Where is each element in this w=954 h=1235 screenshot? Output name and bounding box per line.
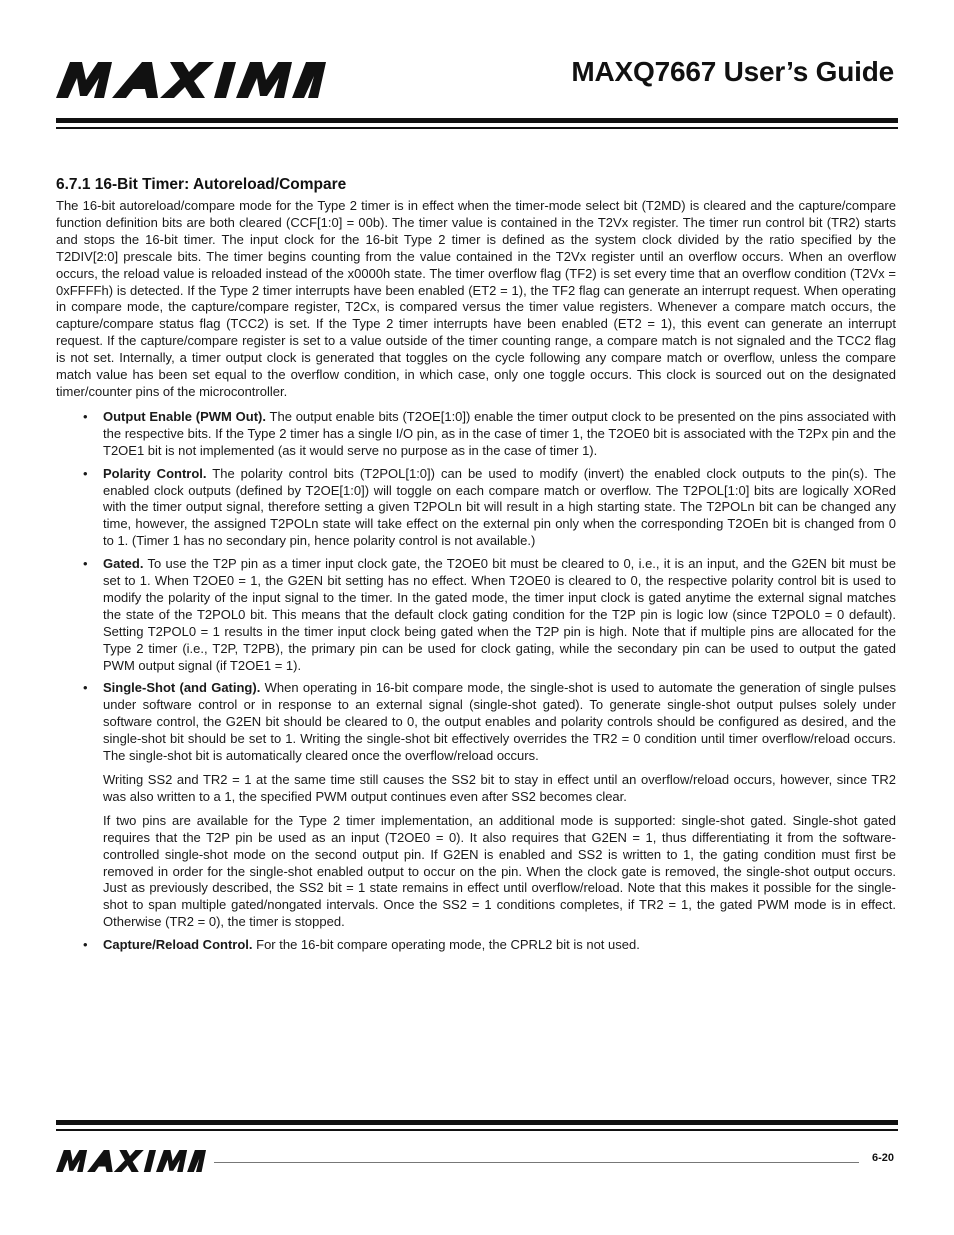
maxim-logo [56,62,326,98]
list-item-capture-reload [56,937,896,954]
list-item-paragraph-3: If two pins are available for the Type 2 timer implementation, an additional mode is supported: single-shot gated. Single-shot gated requires that the T2P pin be used as an input (T2OE0 = 0). It also requires that G2EN = 1, thus differentiating it from the software-controlled single-shot mode on the second output pin. If G2EN is enabled and SS2 is written to 1, the gating condition must first be removed in order for the single-shot enabled output to occur on the pin. When the clock gate is removed, the single-shot output occurs. Just as previously described, the SS2 bit = 1 state remains in effect until overflow/reload. Note that this makes it possible for the single-shot to span multiple gated/nongated intervals. Once the SS2 = 1 conditions completes, if TR2 = 1, the gated PWM mode is in effect. Otherwise (TR2 = 0), the timer is stopped. [103,812,896,930]
bullet-icon: • [83,408,88,424]
list-item-text [103,556,896,674]
list-item-title: Output Enable (PWM Out). [103,408,266,424]
feature-list [56,409,896,954]
bullet-icon: • [83,937,88,953]
list-item-text [103,409,896,460]
main-content [56,176,896,960]
header-rule-thin [56,127,898,129]
bullet-icon: • [83,680,88,696]
list-item-paragraph-2: Writing SS2 and TR2 = 1 at the same time still causes the SS2 bit to stay in effect until an overflow/reload occurs, however, since TR2 was also written to a 1, the specified PWM output continues even after SS2 becomes clear. [103,772,896,804]
footer-rule-thin [56,1129,898,1131]
list-item-title: Capture/Reload Control. [103,937,253,953]
list-item-text [103,680,896,765]
list-item-body: The polarity control bits (T2POL[1:0]) can be used to modify (invert) the enabled clock outputs to the pin(s). The enabled clock outputs (defined by T2OE[1:0]) will toggle on each compare match or overflow. The T2POL[1:0] bits are logically XORed with the timer output signal, therefore setting a given T2POLn bit will result in a high starting state. The T2POLn bit can be changed any time, however, the assigned T2POLn state will take effect on the external pin only when the corresponding T2OEn bit is changed from 0 to 1. (Timer 1 has no secondary pin, hence polarity control is not available.) [103,465,896,549]
document-title: MAXQ7667 User’s Guide [571,56,894,87]
list-item-polarity-control [56,466,896,551]
list-item-title: Single-Shot (and Gating). [103,680,261,696]
list-item-body: The output enable bits (T2OE[1:0]) enable the timer output clock to be presented on the pins associated with the respective bits. If the Type 2 timer has a single I/O pin, as in the case of timer 1, the T2OE0 bit is associated with the T2Px pin and the T2OE1 bit is not implemented (as it would serve no purpose as in the case of timer 1). [103,408,896,458]
list-item-output-enable [56,409,896,460]
list-item-body: For the 16-bit compare operating mode, the CPRL2 bit is not used. [252,937,640,953]
footer-rule-thick [56,1120,898,1125]
intro-paragraph: The 16-bit autoreload/compare mode for the Type 2 timer is in effect when the timer-mode select bit (T2MD) is cleared and the capture/compare function definition bits are both cleared (CCF[1:0] = 00b). The timer value is contained in the T2Vx register. The timer run control bit (TR2) starts and stops the 16-bit timer. The input clock for the 16-bit Type 2 timer is defined as the system clock divided by the ratio specified by the T2DIV[2:0] prescale bits. The timer begins counting from the value contained in the T2Vx register until an overflow occurs. When an overflow occurs, the reload value is reloaded instead of the x0000h state. The timer overflow flag (TF2) is set every time that an overflow condition (T2Vx = 0xFFFFh) is detected. If the Type 2 timer interrupts have been enabled (ET2 = 1), the TF2 flag can generate an interrupt request. When operating in compare mode, the capture/compare register, T2Cx, is compared versus the timer value registers. Whenever a compare match occurs, the capture/compare status flag (TCC2) is set. If the Type 2 timer interrupts have been enabled (ET2 = 1), this event can generate an interrupt request. If the capture/compare register is set to a value outside of the timer counting range, a compare match is not signaled and the TCC2 flag is not set. Internally, a timer output clock is generated that toggles on the cycle following any compare match or overflow, unless the compare match value has been set equal to the overflow condition, in which case, only one toggle occurs. This clock is sourced out on the designated timer/counter pins of the microcontroller. [56,198,896,399]
list-item-body: To use the T2P pin as a timer input clock gate, the T2OE0 bit must be cleared to 0, i.e., it is an input, and the G2EN bit must be set to 1. When T2OE0 = 1, the G2EN bit setting has no effect. When T2OE0 is cleared to 0, the respective polarity control bit is used to modify the polarity of the input signal to the timer. In the gated mode, the timer input clock is gated anytime the external signal matches the state of the T2POL0 bit. This means that the default clock gating condition for the T2P pin is logic low (since T2POL0 = 0 default). Setting T2POL0 = 1 results in the timer input clock being gated when the T2P pin is high. Note that if multiple pins are allocated for the Type 2 timer (i.e., T2P, T2PB), the primary pin can be used for clock gating, while the secondary pin can be used to output the gated PWM output signal (if T2OE1 = 1). [103,556,896,673]
page-number: 6-20 [871,1152,894,1164]
footer-divider [214,1162,859,1163]
list-item-body: When operating in 16-bit compare mode, the single-shot is used to automate the generation of single pulses under software control or in response to an external signal (single-shot gated). To generate single-shot output pulses solely under software control, the G2EN bit should be cleared to 0, the output enables and polarity controls should be configured as desired, and the single-shot bit should be set to 1. Writing the single-shot bit effectively overrides the TR2 = 0 condition until timer overflow/reload occurs. The single-shot bit is automatically cleared once the overflow/reload occurs. [103,680,896,764]
list-item-title: Gated. [103,556,144,572]
list-item-gated [56,556,896,674]
list-item-text [103,937,896,954]
list-item-title: Polarity Control. [103,465,207,481]
list-item-text [103,466,896,551]
bullet-icon: • [83,556,88,572]
list-item-single-shot [56,680,896,931]
section-heading: 6.7.1 16-Bit Timer: Autoreload/Compare [56,176,347,193]
footer-maxim-logo [56,1150,206,1172]
bullet-icon: • [83,465,88,481]
header-rule-thick [56,118,898,123]
